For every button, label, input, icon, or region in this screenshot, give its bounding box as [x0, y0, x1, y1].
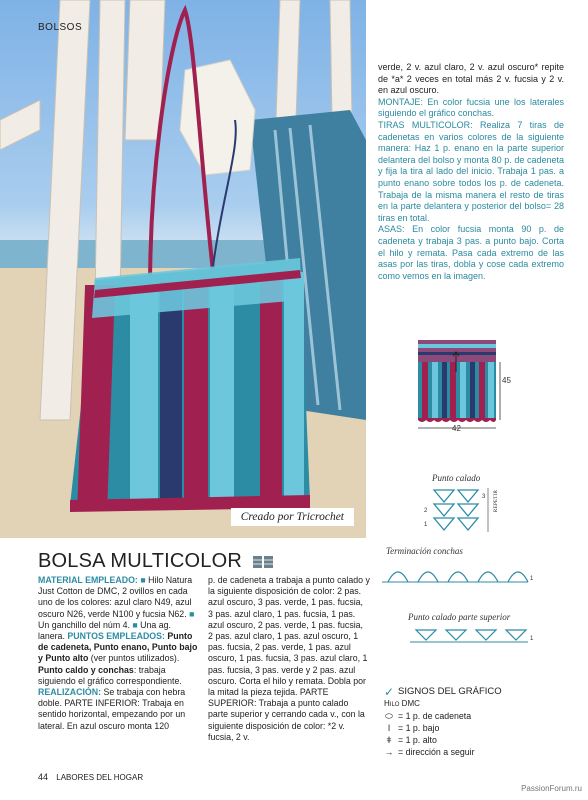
svg-text:1: 1 [530, 576, 534, 582]
legend-item [380, 746, 560, 758]
terminacion-chart [378, 560, 538, 588]
legend-subtitle: Hilo DMC [384, 699, 420, 708]
chain-stitch-icon: ⬭ [385, 711, 393, 721]
section-label: BOLSOS [38, 22, 83, 33]
checkmark-icon: ✓ [383, 685, 395, 699]
legend-item [380, 710, 560, 722]
material-text: Hilo Natura Just Cotton de DMC, 2 ovillos en cada uno de los colores: azul claro N49, azul oscuro N26, verde N100 y fucsia N62. [38, 575, 193, 619]
right-paragraph-1: verde, 2 v. azul claro, 2 v. azul oscuro* repite de *a* 2 veces en total más 2 v. fucsia y 2 v. en azul oscuro. [378, 62, 564, 96]
bullet-icon: ■ [132, 619, 138, 630]
right-column-text [378, 62, 564, 282]
svg-text:1: 1 [530, 636, 534, 642]
calado-superior-chart [406, 626, 536, 646]
photo-credit: Creado por Tricrochet [231, 508, 354, 526]
caldo-text: : trabaja siguiendo el gráfico correspondiente. [38, 664, 182, 686]
realizacion-label: REALIZACIÓN: [38, 687, 102, 698]
instructions-column-1 [38, 575, 198, 732]
bullet-icon: ■ [189, 608, 195, 619]
legend-title: SIGNOS DEL GRÁFICO [398, 686, 502, 697]
punto-calado-title: Punto calado [432, 473, 481, 483]
right-paragraph-3: TIRAS MULTICOLOR: Realiza 7 tiras de cadenetas en varios colores de la siguiente manera: Haz 1 p. enano en la parte superior delantera del bolso y monta 80 p. de cadeneta y fija la tira al lado del inicio. Trabaja 1 pas. a punto enano sobre todos los p. de cadeneta. Trabaja de la misma manera el resto de tiras en la parte delantera y posterior del bolso= 28 tiras en total. [378, 119, 564, 223]
caldo-label: Punto caldo y conchas [38, 664, 134, 675]
svg-text:1: 1 [424, 522, 428, 528]
chart-legend [380, 686, 560, 758]
material-text-3: Una ag. lanera. [38, 619, 171, 642]
right-paragraph-2: MONTAJE: En color fucsia une los laterales siguiendo el gráfico conchas. [378, 96, 564, 119]
bag-photo [0, 0, 366, 538]
page-title-text: BOLSA MULTICOLOR [38, 550, 242, 572]
legend-item-text: = 1 p. alto [398, 735, 437, 745]
bag-photo-illustration [0, 0, 366, 538]
legend-item-text: = dirección a seguir [398, 747, 475, 757]
height-label: 45 [502, 376, 511, 385]
terminacion-title: Terminación conchas [386, 546, 463, 556]
double-crochet-icon: ǂ [386, 735, 392, 745]
magazine-name: LABORES DEL HOGAR [56, 773, 144, 782]
repetir-label: REPETIR [493, 490, 499, 513]
realizacion-text: Se trabaja con hebra doble. PARTE INFERIOR: Trabaja en sentido horizontal, empezando por un lateral. En azul oscuro monta 120 [38, 687, 186, 731]
page-number: 44 [38, 772, 49, 782]
svg-text:2: 2 [424, 508, 428, 514]
calado-superior-title: Punto calado parte superior [408, 612, 511, 622]
svg-text:3: 3 [482, 494, 486, 500]
page-footer [38, 772, 143, 782]
puntos-text: Punto de cadeneta, Punto enano, Punto bajo y Punto alto [38, 631, 198, 664]
single-crochet-icon: ǀ [387, 723, 391, 733]
legend-item-text: = 1 p. bajo [398, 723, 440, 733]
watermark: PassionForum.ru [521, 784, 582, 793]
bag-schematic [390, 332, 530, 442]
yarn-icon [252, 555, 274, 569]
punto-calado-chart [424, 486, 504, 534]
legend-item-text: = 1 p. de cadeneta [398, 711, 472, 721]
puntos-text-2: (ver puntos utilizados). [90, 653, 180, 664]
bullet-icon: ■ [140, 575, 146, 585]
page-title [38, 550, 274, 573]
instructions-column-2: p. de cadeneta a trabaja a punto calado y la siguiente disposición de color: 2 pas. azul oscuro, 3 pas. verde, 1 pas. fucsia, 3 pas. azul claro, 1 pas. fucsia, 1 pas. azul oscuro, 2 pas. verde, 1 pas. fucsia, 2 pas. azul claro, 1 pas. azul oscuro, 1 pas. fucsia, 2 pas. verde, 1 pas. azul oscuro, 1 pas. fucsia, 3 pas. azul claro, 1 pas. fucsia, 3 pas. verde y 2 pas. azul oscuro. Corta el hilo y remata. Dobla por la mitad la pieza tejida. PARTE SUPERIOR: Trabaja a punto calado parte superior y cerrando cada v., con la siguiente disposición de color: *2 v. fucsia, 2 v. [208, 575, 370, 742]
material-text-2: Un ganchillo del núm 4. [38, 619, 130, 630]
right-paragraph-4: ASAS: En color fucsia monta 90 p. de cadeneta y trabaja 3 pas. a punto bajo. Corta el hilo y remata. Pasa cada extremo de las asas por las tiras, dobla y cose cada extremo como vemos en la imagen. [378, 224, 564, 281]
material-label: MATERIAL EMPLEADO: [38, 575, 138, 585]
width-label: 42 [452, 424, 461, 433]
legend-item [380, 734, 560, 746]
direction-arrow-icon: → [384, 747, 394, 757]
puntos-label: PUNTOS EMPLEADOS: [67, 631, 165, 642]
legend-item [380, 722, 560, 734]
